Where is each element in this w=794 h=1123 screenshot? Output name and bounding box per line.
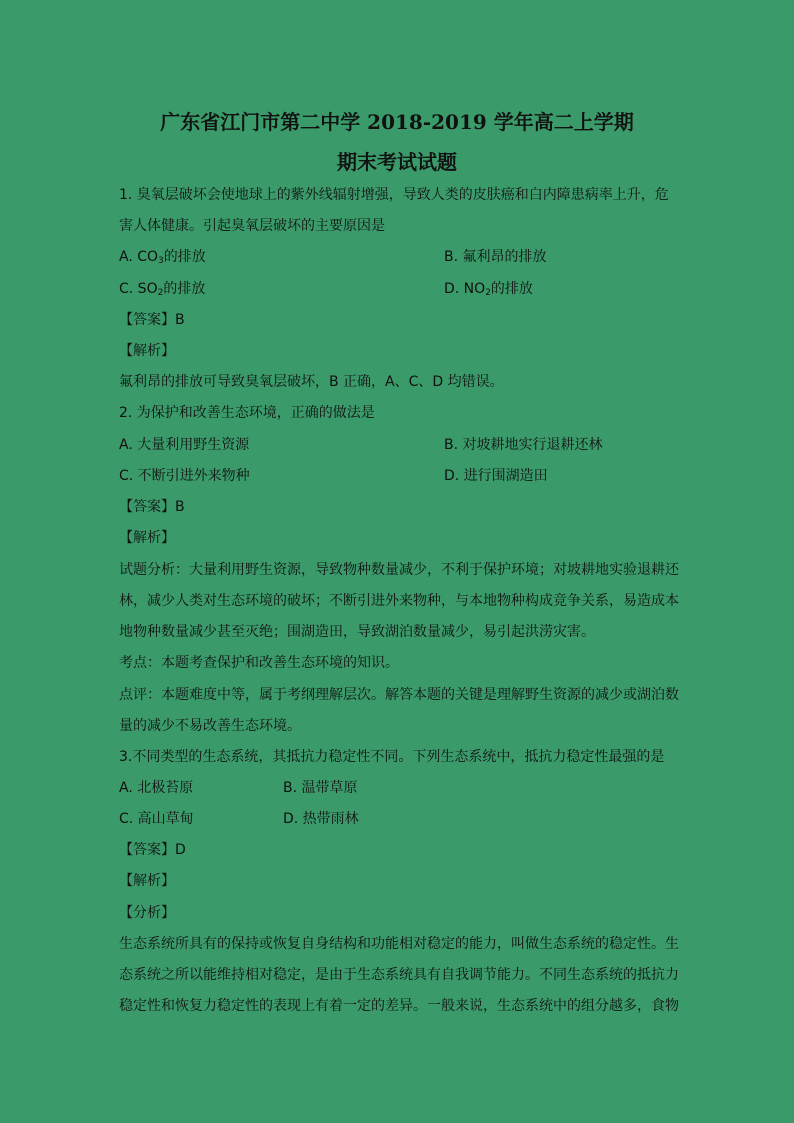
q2-analysis-line2: 林，减少人类对生态环境的破坏；不断引进外来物种，与本地物种构成竞争关系，易造成本	[119, 593, 679, 609]
q3-option-c: C. 高山草甸	[119, 811, 194, 827]
q2-kaodian: 考点：本题考查保护和改善生态环境的知识。	[119, 655, 399, 671]
q3-option-d: D. 热带雨林	[283, 811, 359, 827]
q3-fenxi-line2: 态系统之所以能维持相对稳定，是由于生态系统具有自我调节能力。不同生态系统的抵抗力	[119, 967, 679, 983]
q2-option-a: A. 大量利用野生资源	[119, 437, 250, 453]
q2-analysis-line1: 试题分析：大量利用野生资源，导致物种数量减少，不利于保护环境；对坡耕地实验退耕还	[119, 562, 679, 578]
q3-stem: 3.不同类型的生态系统，其抵抗力稳定性不同。下列生态系统中，抵抗力稳定性最强的是	[119, 749, 665, 765]
q2-stem: 2. 为保护和改善生态环境，正确的做法是	[119, 405, 375, 421]
q2-dianping-line1: 点评：本题难度中等，属于考纲理解层次。解答本题的关键是理解野生资源的减少或湖泊数	[119, 687, 679, 703]
q3-fenxi-line3: 稳定性和恢复力稳定性的表现上有着一定的差异。一般来说，生态系统中的组分越多，食物	[119, 998, 679, 1014]
q3-fenxi-line1: 生态系统所具有的保持或恢复自身结构和功能相对稳定的能力，叫做生态系统的稳定性。生	[119, 936, 679, 952]
q2-dianping-line2: 量的减少不易改善生态环境。	[119, 718, 301, 734]
q3-answer: 【答案】D	[119, 842, 186, 858]
q1-option-a: A. $CO_3$的排放	[119, 249, 206, 266]
doc-title-line2: 期末考试试题	[337, 150, 457, 174]
q2-answer: 【答案】B	[119, 499, 185, 515]
q1-option-b: B. 氟利昂的排放	[444, 249, 547, 265]
q3-option-a: A. 北极苔原	[119, 780, 194, 796]
q3-analysis-label: 【解析】	[119, 873, 175, 889]
q2-analysis-label: 【解析】	[119, 530, 175, 546]
q3-option-b: B. 温带草原	[283, 780, 358, 796]
q1-analysis: 氟利昂的排放可导致臭氧层破坏，B 正确，A、C、D 均错误。	[119, 374, 504, 390]
q1-answer: 【答案】B	[119, 312, 185, 328]
q1-stem-line2: 害人体健康。引起臭氧层破坏的主要原因是	[119, 218, 385, 234]
q2-option-d: D. 进行围湖造田	[444, 468, 548, 484]
q1-stem-line1: 1. 臭氧层破坏会使地球上的紫外线辐射增强，导致人类的皮肤癌和白内障患病率上升，危	[119, 187, 669, 203]
q2-option-b: B. 对坡耕地实行退耕还林	[444, 437, 603, 453]
q2-analysis-line3: 地物种数量减少甚至灭绝；围湖造田，导致湖泊数量减少，易引起洪涝灾害。	[119, 624, 595, 640]
q3-fenxi-label: 【分析】	[119, 905, 175, 921]
q1-analysis-label: 【解析】	[119, 343, 175, 359]
q1-option-c: C. $SO_2$的排放	[119, 281, 206, 298]
doc-title-line1: 广东省江门市第二中学 2018-2019 学年高二上学期	[160, 110, 634, 134]
q1-option-d: D. $NO_2$的排放	[444, 281, 533, 298]
q2-option-c: C. 不断引进外来物种	[119, 468, 250, 484]
